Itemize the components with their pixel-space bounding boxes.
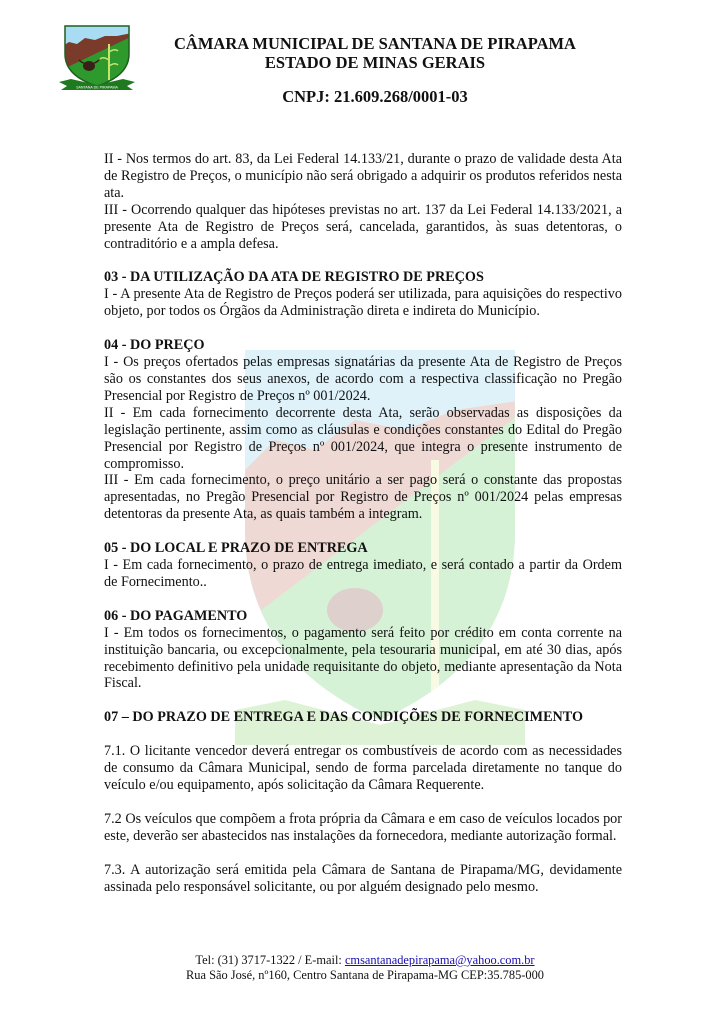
footer-contact-line	[150, 953, 580, 968]
section-04-paragraph-iii: III - Em cada fornecimento, o preço unitário a ser pago será o constante das propostas apresentadas, no Pregão Presencial por Registro de Preços nº 001/2024 pelas empresas detentoras da presente Ata, as quais também a integram.	[104, 472, 622, 523]
footer-email-link[interactable]: cmsantanadepirapama@yahoo.com.br	[344, 953, 535, 967]
section-06-paragraph: I - Em todos os fornecimentos, o pagamento será feito por crédito em conta corrente na instituição bancaria, ou excepcionalmente, pela tesouraria municipal, em até 30 dias, após recebimento definitivo pela unidade requisitante do objeto, mediante apresentação da Nota Fiscal.	[104, 624, 622, 692]
section-07-heading: 07 – DO PRAZO DE ENTREGA E DAS CONDIÇÕES DE FORNECIMENTO	[104, 709, 584, 726]
header-chamber-name: CÂMARA MUNICIPAL DE SANTANA DE PIRAPAMA	[174, 34, 576, 53]
document-header	[150, 34, 600, 106]
section-04-paragraph-i: I - Os preços ofertados pelas empresas signatárias da presente Ata de Registro de Preços são os constantes dos seus anexos, de acordo com a respectiva classificação no Pregão Presencial por Registro de Preços nº 001/2024.	[104, 354, 622, 404]
section-07-item-7-3: 7.3. A autorização será emitida pela Câmara de Santana de Pirapama/MG, devidamente assinada pelo responsável solicitante, ou por alguém designado pelo mesmo.	[104, 861, 622, 895]
section-06-heading: 06 - DO PAGAMENTO	[104, 607, 248, 624]
document-body	[104, 151, 622, 896]
section-05-heading: 05 - DO LOCAL E PRAZO DE ENTREGA	[104, 540, 368, 557]
section-07-item-7-2: 7.2 Os veículos que compõem a frota própria da Câmara e em caso de veículos locados por este, deverão ser abastecidos nas instalações da fornecedora, mediante autorização formal.	[104, 811, 622, 844]
section-05-paragraph: I - Em cada fornecimento, o prazo de entrega imediato, e será contado a partir da Ordem de Fornecimento..	[104, 557, 622, 590]
svg-text:SANTANA DE PIRAPAMA: SANTANA DE PIRAPAMA	[76, 85, 118, 90]
section-07-item-7-1: 7.1. O licitante vencedor deverá entregar os combustíveis de acordo com as necessidades de consumo da Câmara Municipal, sendo de forma parcelada diretamente no tanque do veículo e/ou equipamento, após solicitação da Câmara Requerente.	[104, 743, 622, 794]
footer-phone: Tel: (31) 3717-1322 / E-mail:	[195, 953, 345, 967]
section-03-paragraph: I - A presente Ata de Registro de Preços poderá ser utilizada, para aquisições do respectivo objeto, por todos os Órgãos da Administração direta e indireta do Município.	[104, 286, 622, 320]
municipal-crest-logo	[57, 24, 137, 94]
section-04-paragraph-ii: II - Em cada fornecimento decorrente desta Ata, serão observadas as disposições da legislação pertinente, assim como as cláusulas e condições constantes do Edital do Pregão Presencial por Registro de Preços nº 001/2024, que integra o presente instrumento de compromisso.	[104, 404, 622, 472]
header-state-name: ESTADO DE MINAS GERAIS	[264, 53, 486, 72]
header-cnpj: CNPJ: 21.609.268/0001-03	[282, 87, 468, 106]
footer-address: Rua São José, nº160, Centro Santana de Pirapama-MG CEP:35.785-000	[186, 968, 544, 982]
paragraph-clause-iii: III - Ocorrendo qualquer das hipóteses previstas no art. 137 da Lei Federal 14.133/2021, a presente Ata de Registro de Preços será, cancelada, garantidos, às suas detentoras, o contraditório e a ampla defesa.	[104, 201, 622, 252]
document-footer	[150, 953, 580, 983]
paragraph-clause-ii: II - Nos termos do art. 83, da Lei Federal 14.133/21, durante o prazo de validade desta Ata de Registro de Preços, o município não será obrigado a adquirir os produtos referidos nesta ata.	[104, 151, 622, 201]
section-04-heading: 04 - DO PREÇO	[104, 337, 205, 354]
section-03-heading: 03 - DA UTILIZAÇÃO DA ATA DE REGISTRO DE PREÇOS	[104, 269, 484, 286]
